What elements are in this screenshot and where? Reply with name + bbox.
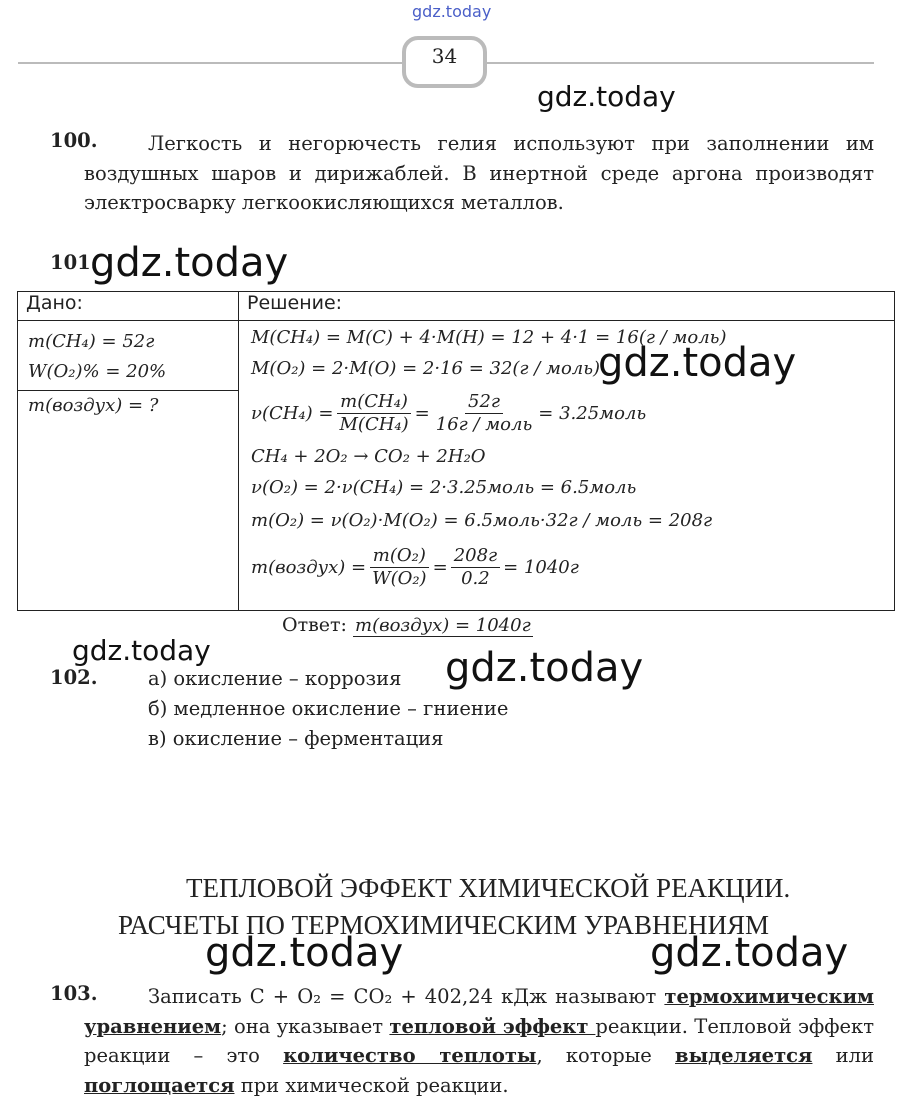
answer-value: m(воздух) = 1040г	[355, 615, 531, 636]
text-run: , которые	[536, 1044, 676, 1067]
fraction-numerator: m(CH₄)	[337, 391, 411, 414]
text-run: при химической реакции.	[234, 1073, 509, 1097]
given-mass-ch4: m(CH₄) = 52г	[28, 331, 155, 352]
watermark: gdz.today	[445, 645, 644, 691]
answer-label: Ответ:	[282, 614, 347, 636]
fraction-denominator: W(O₂)	[372, 567, 427, 589]
section-title-line-1: ТЕПЛОВОЙ ЭФФЕКТ ХИМИЧЕСКОЙ РЕАКЦИИ.	[186, 873, 791, 903]
term-released: выделяется	[675, 1044, 813, 1067]
eq-moles-o2: ν(O₂) = 2·ν(CH₄) = 2·3.25моль = 6.5моль	[251, 477, 637, 498]
eq-molar-mass-o2: M(O₂) = 2·M(O) = 2·16 = 32(г / моль)	[251, 358, 601, 379]
fraction-denominator: 16г / моль	[435, 413, 533, 435]
solution-header-cell	[239, 292, 895, 321]
fraction-numerator: m(O₂)	[370, 545, 429, 568]
section-title-line-2: РАСЧЕТЫ ПО ТЕРМОХИМИЧЕСКИМ УРАВНЕНИЯМ	[118, 910, 770, 940]
term-heat-amount: количество теплоты	[283, 1044, 537, 1067]
fraction-numerator: 52г	[465, 391, 503, 414]
find-cell	[18, 391, 239, 611]
fraction-numerator: 208г	[451, 545, 500, 568]
problem-100-text: Легкость и негорючесть гелия используют при заполнении им воздушных шаров и дирижаблей. В инертной среде аргона производят электросварку легкоокисляющихся металлов.	[84, 132, 874, 214]
fraction	[336, 391, 411, 436]
eq-mass-air-result: = 1040г	[503, 556, 579, 578]
watermark: gdz.today	[90, 240, 289, 286]
page-number: 34	[431, 44, 458, 68]
problem-102-list	[148, 664, 508, 754]
problem-103-text	[84, 982, 874, 1100]
text-run: Записать C + O₂ = CO₂ + 402,24 кДж называют	[148, 985, 665, 1008]
answer-line	[282, 614, 533, 636]
given-cell	[18, 321, 239, 391]
eq-moles-ch4-result: = 3.25моль	[538, 402, 647, 424]
problem-number-102: 102.	[50, 666, 98, 689]
term-absorbed: поглощается	[84, 1073, 235, 1097]
given-header: Дано:	[26, 292, 83, 314]
text-run: реакции. Тепловой эффект реакции – это	[84, 1014, 874, 1067]
eq-mass-air: m(воздух) = $\frac{\text{m(O₂)}}{\text{W(O₂)}}$ = $\frac{208г}{0.2}$ = 1040г	[251, 544, 579, 589]
term-thermochemical-equation: термохимическим уравнением	[84, 985, 874, 1038]
solution-table	[17, 291, 895, 611]
eq-mass-o2: m(O₂) = ν(O₂)·M(O₂) = 6.5моль·32г / моль = 208г	[251, 510, 713, 531]
eq-molar-mass-ch4: M(CH₄) = M(C) + 4·M(H) = 12 + 4·1 = 16(г / моль)	[251, 327, 727, 348]
fraction	[433, 391, 536, 436]
eq-moles-ch4: ν(CH₄) = $\frac{\text{m(CH₄)}}{\text{M(CH₄)}}$ = $\frac{52г}{\text{16г / моль}}$ = 3.25моль	[251, 390, 647, 435]
eq-mass-air-left: m(воздух) =	[251, 556, 367, 578]
solution-header: Решение:	[247, 292, 343, 314]
watermark: gdz.today	[650, 930, 849, 976]
fraction-denominator: 0.2	[461, 567, 490, 589]
find-mass-air: m(воздух) = ?	[28, 395, 159, 416]
watermark: gdz.today	[72, 634, 211, 667]
text-run: ; она указывает	[221, 1014, 390, 1038]
watermark-top: gdz.today	[412, 2, 492, 21]
problem-number-100: 100.	[50, 129, 98, 152]
given-header-cell	[18, 292, 239, 321]
eq-moles-ch4-left: ν(CH₄) =	[251, 402, 334, 424]
given-fraction-o2: W(O₂)% = 20%	[28, 361, 167, 382]
watermark: gdz.today	[598, 340, 797, 386]
list-item: а) окисление – коррозия	[148, 667, 402, 690]
fraction-denominator: M(CH₄)	[339, 413, 409, 435]
text-run: или	[812, 1044, 874, 1067]
problem-number-103: 103.	[50, 982, 98, 1005]
list-item: в) окисление – ферментация	[148, 727, 444, 750]
eq-reaction: CH₄ + 2O₂ → CO₂ + 2H₂O	[251, 446, 486, 467]
fraction	[369, 545, 430, 590]
watermark: gdz.today	[537, 80, 676, 113]
problem-number-101: 101.	[50, 251, 98, 274]
term-heat-effect: тепловой эффект	[389, 1014, 596, 1038]
list-item: б) медленное окисление – гниение	[148, 697, 509, 720]
header-rule-right	[487, 62, 874, 64]
fraction	[451, 545, 500, 590]
header-rule-left	[18, 62, 403, 64]
watermark: gdz.today	[205, 930, 404, 976]
